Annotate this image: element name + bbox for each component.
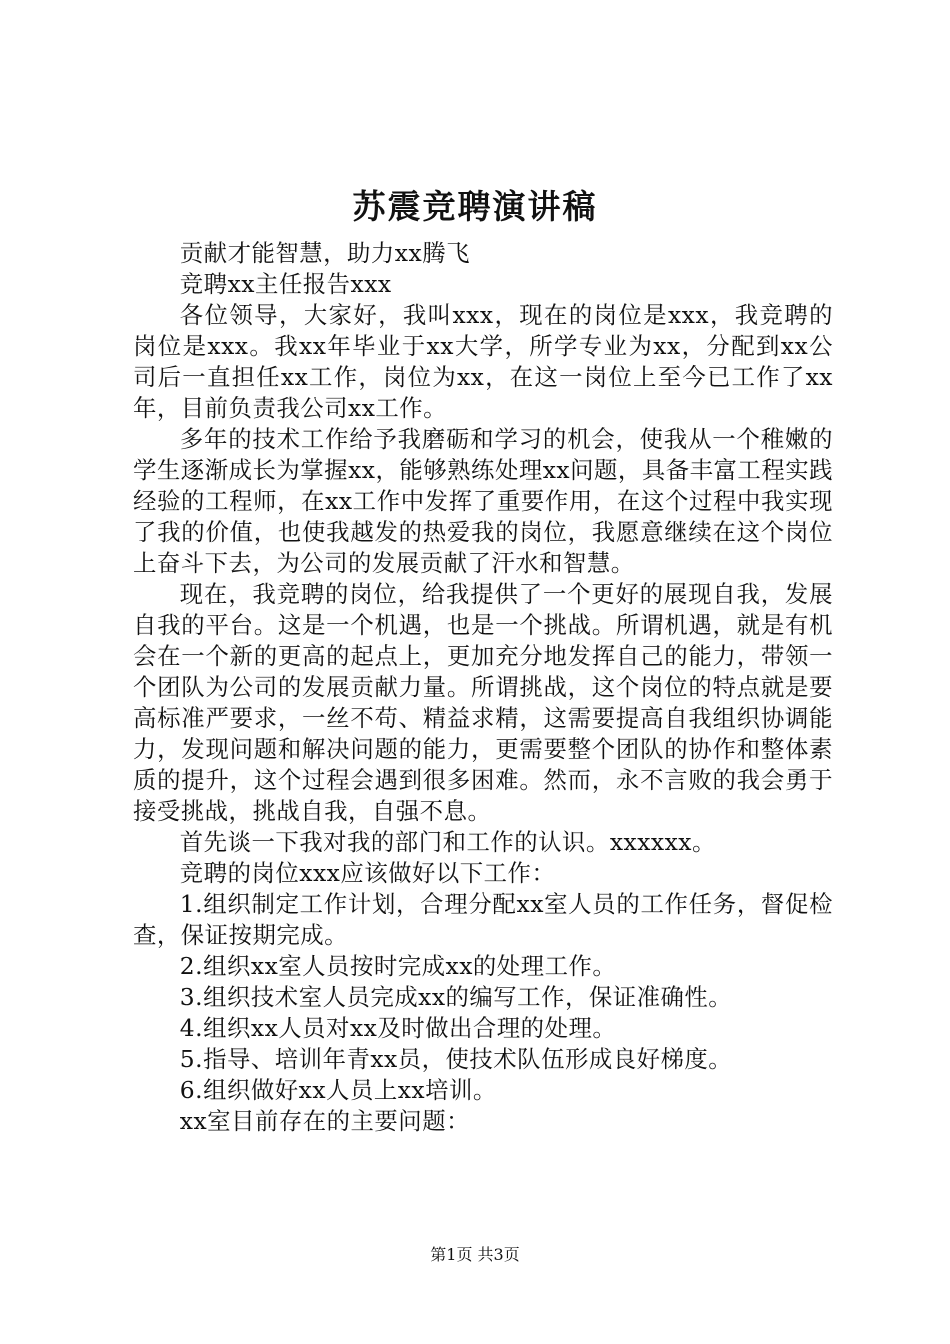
paragraph-duties-heading: 竞聘的岗位xxx应该做好以下工作： (179, 859, 556, 887)
page-number: 第1页 共3页 (430, 1245, 520, 1264)
list-item: 6.组织做好xx人员上xx培训。 (179, 1076, 497, 1104)
paragraph-intro: 各位领导，大家好，我叫xxx，现在的岗位是xxx，我竞聘的岗位是xxx。我xx年毕业于xx大学，所学专业为xx，分配到xx公司后一直担任xx工作，岗位为xx，在这一岗位上至今已工作了xx年，目前负责我公司xx工作。 (133, 301, 833, 422)
paragraph-subtitle: 贡献才能智慧，助力xx腾飞 (179, 239, 470, 267)
list-item: 5.指导、培训年青xx员，使技术队伍形成良好梯度。 (179, 1045, 733, 1073)
list-item: 4.组织xx人员对xx及时做出合理的处理。 (179, 1014, 617, 1042)
document-title: 苏震竞聘演讲稿 (352, 187, 598, 226)
list-item: 2.组织xx室人员按时完成xx的处理工作。 (179, 952, 617, 980)
list-item: 1.组织制定工作计划，合理分配xx室人员的工作任务，督促检查，保证按期完成。 (133, 890, 833, 949)
paragraph-report-title: 竞聘xx主任报告xxx (179, 270, 392, 298)
document-body (133, 238, 833, 1137)
paragraph-opportunity: 现在，我竞聘的岗位，给我提供了一个更好的展现自我，发展自我的平台。这是一个机遇，也是一个挑战。所谓机遇，就是有机会在一个新的更高的起点上，更加充分地发挥自己的能力，带领一个团队为公司的发展贡献力量。所谓挑战，这个岗位的特点就是要高标准严要求，一丝不苟、精益求精，这需要提高自我组织协调能力，发现问题和解决问题的能力，更需要整个团队的协作和整体素质的提升，这个过程会遇到很多困难。然而，永不言败的我会勇于接受挑战，挑战自我，自强不息。 (133, 580, 833, 825)
paragraph-experience: 多年的技术工作给予我磨砺和学习的机会，使我从一个稚嫩的学生逐渐成长为掌握xx，能够熟练处理xx问题，具备丰富工程实践经验的工程师，在xx工作中发挥了重要作用，在这个过程中我实现了我的价值，也使我越发的热爱我的岗位，我愿意继续在这个岗位上奋斗下去，为公司的发展贡献了汗水和智慧。 (133, 425, 833, 577)
list-item: 3.组织技术室人员完成xx的编写工作，保证准确性。 (179, 983, 733, 1011)
paragraph-department: 首先谈一下我对我的部门和工作的认识。xxxxxx。 (179, 828, 716, 856)
paragraph-problems-heading: xx室目前存在的主要问题： (179, 1107, 470, 1135)
